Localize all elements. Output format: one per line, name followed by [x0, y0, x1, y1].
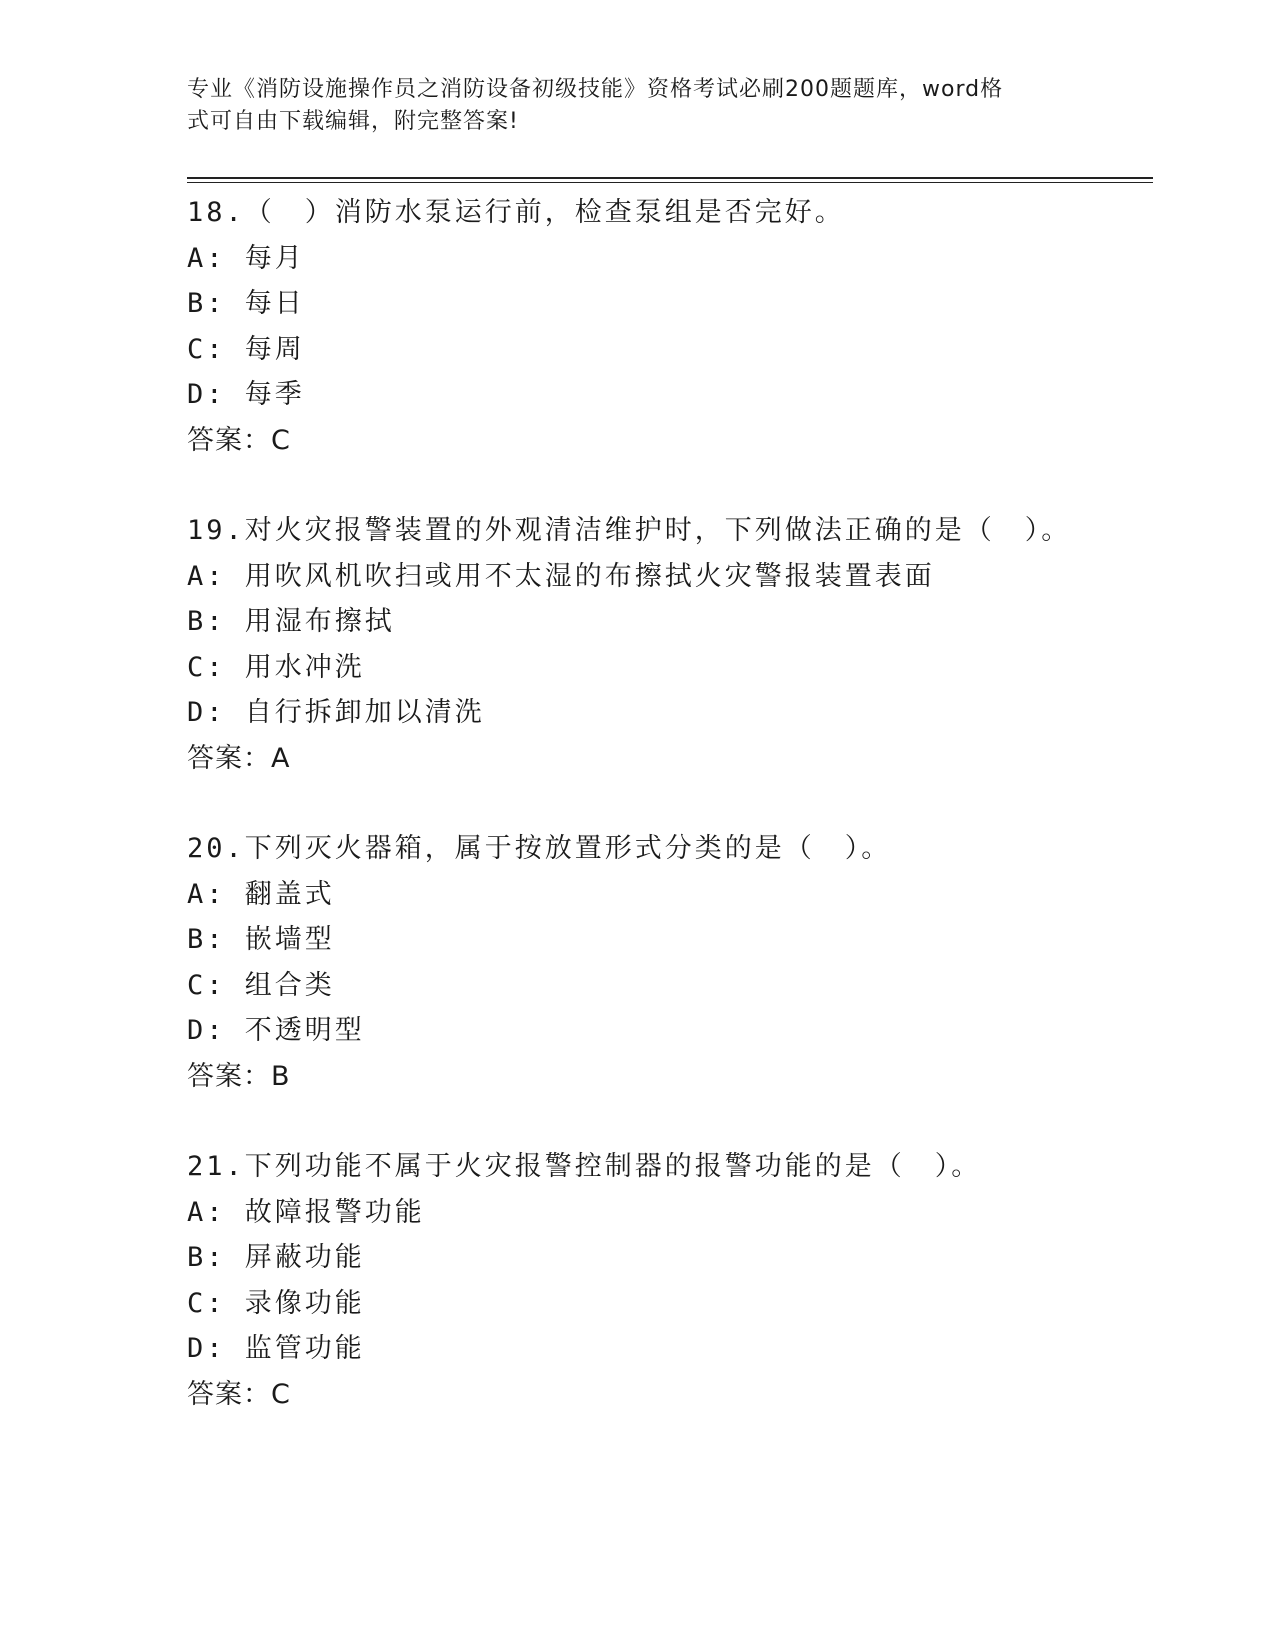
- header-divider-thin: [187, 182, 1153, 183]
- answer-line: 答案：A: [187, 742, 291, 774]
- option-a: A: 故障报警功能: [187, 1196, 425, 1228]
- question-list: [187, 190, 1153, 1462]
- question-stem: 20.下列灭火器箱，属于按放置形式分类的是（ ）。: [187, 833, 892, 864]
- answer-line: 答案：B: [187, 1060, 291, 1092]
- question-stem: 18.（ ）消防水泵运行前，检查泵组是否完好。: [187, 197, 845, 228]
- question-19: [187, 508, 1153, 781]
- question-21: [187, 1144, 1153, 1417]
- header-line-2: 式可自由下载编辑，附完整答案!: [187, 109, 519, 134]
- option-c: C: 组合类: [187, 969, 335, 1001]
- header-line-1: 专业《消防设施操作员之消防设备初级技能》资格考试必刷200题题库，word格: [187, 77, 1004, 102]
- option-d: D: 自行拆卸加以清洗: [187, 697, 485, 728]
- option-b: B: 每日: [187, 288, 305, 319]
- document-header: [187, 74, 1067, 138]
- option-d: D: 监管功能: [187, 1333, 365, 1364]
- option-a: A: 用吹风机吹扫或用不太湿的布擦拭火灾警报装置表面: [187, 560, 935, 592]
- question-stem: 19.对火灾报警装置的外观清洁维护时，下列做法正确的是（ ）。: [187, 515, 1072, 546]
- question-18: [187, 190, 1153, 463]
- option-b: B: 屏蔽功能: [187, 1242, 365, 1273]
- answer-line: 答案：C: [187, 424, 291, 456]
- header-divider-thick: [187, 177, 1153, 179]
- option-d: D: 每季: [187, 379, 305, 410]
- option-c: C: 录像功能: [187, 1287, 365, 1319]
- option-d: D: 不透明型: [187, 1015, 365, 1046]
- question-stem: 21.下列功能不属于火灾报警控制器的报警功能的是（ ）。: [187, 1151, 982, 1182]
- option-b: B: 嵌墙型: [187, 924, 335, 955]
- question-20: [187, 826, 1153, 1099]
- option-a: A: 每月: [187, 242, 305, 274]
- option-a: A: 翻盖式: [187, 878, 335, 910]
- option-c: C: 每周: [187, 333, 305, 365]
- option-b: B: 用湿布擦拭: [187, 606, 395, 637]
- option-c: C: 用水冲洗: [187, 651, 365, 683]
- answer-line: 答案：C: [187, 1378, 291, 1410]
